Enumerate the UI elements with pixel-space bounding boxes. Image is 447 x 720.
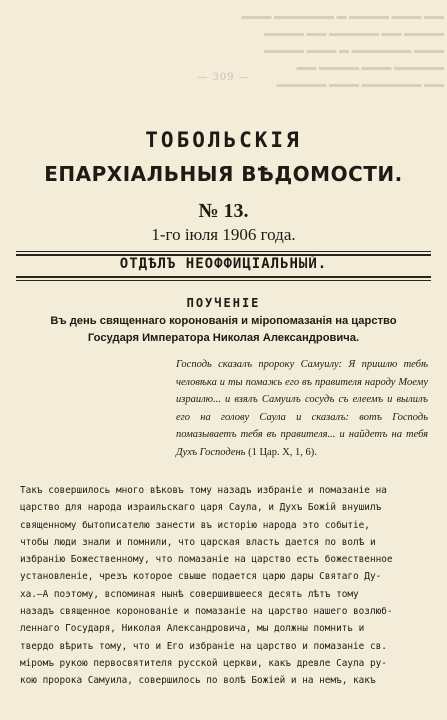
- body-line: царство для народа израильскаго царя Саула, и Духъ Божій внушилъ: [20, 502, 382, 514]
- epigraph: [176, 356, 428, 461]
- body-line: установленіе, чрезъ которое свыше подается царю дары Святаго Ду-: [20, 571, 382, 583]
- body-line: мiромъ рукою первосвятителя русской церкви, какъ древле Саула ру-: [20, 657, 387, 669]
- body-line: кою пророка Самуила, совершилось по волѣ Божіей и на немъ, какъ: [20, 675, 376, 687]
- bleed-through-text: ▬▬ ▬▬▬ ▬▬▬▬ ▬ ▬▬▬▬▬▬ ▬▬▬ ▬▬▬▬ ▬▬ ▬▬▬▬▬ ▬▬ ▬▬▬▬ ▬▬▬ ▬▬▬▬▬▬ ▬ ▬▬▬ ▬▬▬▬ ▬▬▬▬▬ ▬▬▬ ▬▬▬▬ ▬▬ ▬▬ ▬▬▬▬▬▬ ▬▬▬ ▬▬▬▬▬: [241, 11, 444, 90]
- homily-title: ПОУЧЕНІЕ: [186, 296, 261, 310]
- divider-bottom: [16, 280, 431, 281]
- body-line: назадъ священное коронованіе и помазаніе на царство нашего возлюб-: [20, 606, 393, 618]
- body-line: твердо вѣрить тому, что и Его избраніе на царство и помазаніе св.: [20, 640, 387, 652]
- page-number: — 309 —: [197, 72, 250, 83]
- body-text: [20, 482, 428, 690]
- body-line: леннаго Государя, Николая Александровича, мы должны помнить и: [20, 623, 365, 635]
- epigraph-text: Господь сказалъ пророку Самуилу: Я пришлю тебѣ человѣка и ты помажь его въ правителя народу Моему израилю... и взялъ Самуилъ сосудъ съ елеемъ и вылилъ его на голову Саула и сказалъ: вотъ Господь помазываетъ тебя въ правителя... и найдетъ на тебя Духъ Господень: [176, 359, 428, 458]
- masthead-title-line1: ТОБОЛЬСКІЯ: [145, 128, 302, 152]
- body-line: чтобы люди знали и помнили, что царская власть дается по волѣ и: [20, 536, 376, 548]
- body-line: ха.—А поэтому, вспоминая нынѣ совершившееся десять лѣтъ тому: [20, 588, 359, 600]
- section-title: ОТДѢЛЪ НЕОФФИЦІАЛЬНЫЙ.: [119, 256, 328, 272]
- body-line: Такъ совершилось много вѣковъ тому назадъ избраніе и помазаніе на: [20, 485, 387, 496]
- body-line: избранію Божественному, что помазаніе на царство есть божественное: [20, 554, 393, 566]
- epigraph-reference: (1 Цар. X, 1, 6).: [248, 446, 317, 458]
- homily-subtitle-line1: Въ день священнаго коронованія и міропомазанія на царство: [50, 315, 397, 327]
- issue-number: № 13.: [198, 200, 249, 222]
- homily-subtitle-line2: Государя Императора Николая Александровича.: [87, 332, 360, 344]
- masthead-title-line2: ЕПАРХІАЛЬНЫЯ ВѢДОМОСТИ.: [44, 162, 403, 186]
- body-line: священному бытописателю занести въ исторію народа это событіе,: [20, 519, 370, 531]
- divider-top: [16, 251, 431, 252]
- issue-date: 1-го іюля 1906 года.: [151, 225, 296, 244]
- divider-bottom-thick: [16, 276, 431, 278]
